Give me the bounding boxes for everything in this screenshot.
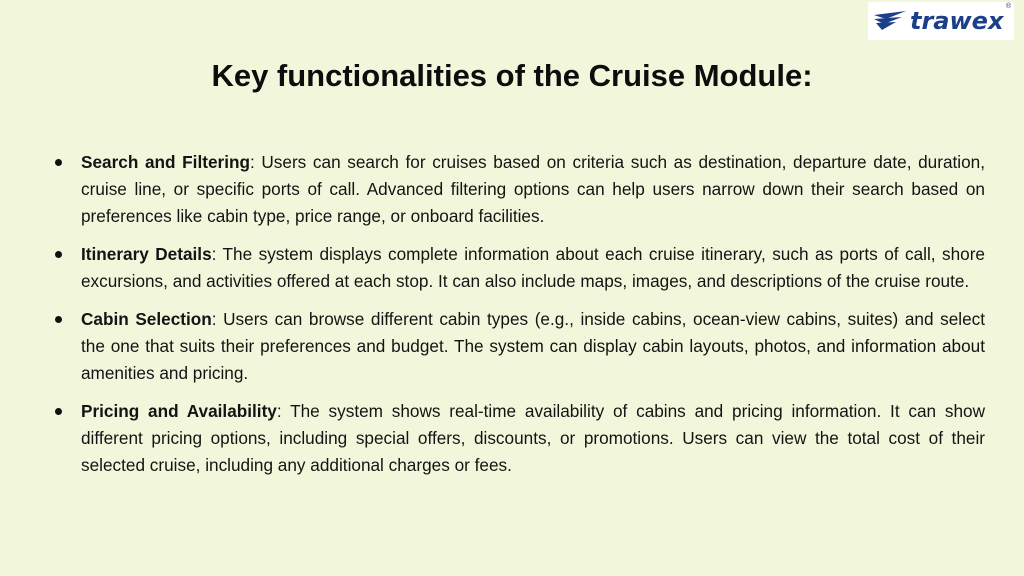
trawex-logo <box>868 2 1014 40</box>
functionality-list <box>50 149 985 490</box>
bullet-text: : The system displays complete information about each cruise itinerary, such as ports of call, shore excursions, and activities offered at each stop. It can also include maps, images, and descriptions of the cruise route. <box>81 244 985 291</box>
list-item-cabin-selection <box>50 306 985 387</box>
bullet-icon <box>55 408 62 415</box>
trawex-swoosh-icon <box>872 9 908 33</box>
list-item-itinerary-details <box>50 241 985 295</box>
bullet-term: Itinerary Details <box>81 244 212 264</box>
bullet-icon <box>55 316 62 323</box>
list-item-pricing-availability <box>50 398 985 479</box>
list-item-search-filtering <box>50 149 985 230</box>
bullet-icon <box>55 251 62 258</box>
page-title: Key functionalities of the Cruise Module: <box>211 58 813 93</box>
bullet-term: Cabin Selection <box>81 309 212 329</box>
registered-mark: ® <box>1005 3 1011 10</box>
bullet-text: : The system shows real-time availability of cabins and pricing information. It can show different pricing options, including special offers, discounts, or promotions. Users can view the total cost of their selected cruise, including any additional charges or fees. <box>81 401 985 475</box>
bullet-icon <box>55 159 62 166</box>
logo-text: trawex <box>910 7 1004 35</box>
bullet-term: Pricing and Availability <box>81 401 277 421</box>
bullet-text: : Users can browse different cabin types (e.g., inside cabins, ocean-view cabins, suites) and select the one that suits their preferences and budget. The system can display cabin layouts, photos, and information about amenities and pricing. <box>81 309 986 383</box>
bullet-text: : Users can search for cruises based on criteria such as destination, departure date, duration, cruise line, or specific ports of call. Advanced filtering options can help users narrow down their search based on preferences like cabin type, price range, or onboard facilities. <box>81 152 985 226</box>
bullet-term: Search and Filtering <box>81 152 250 172</box>
